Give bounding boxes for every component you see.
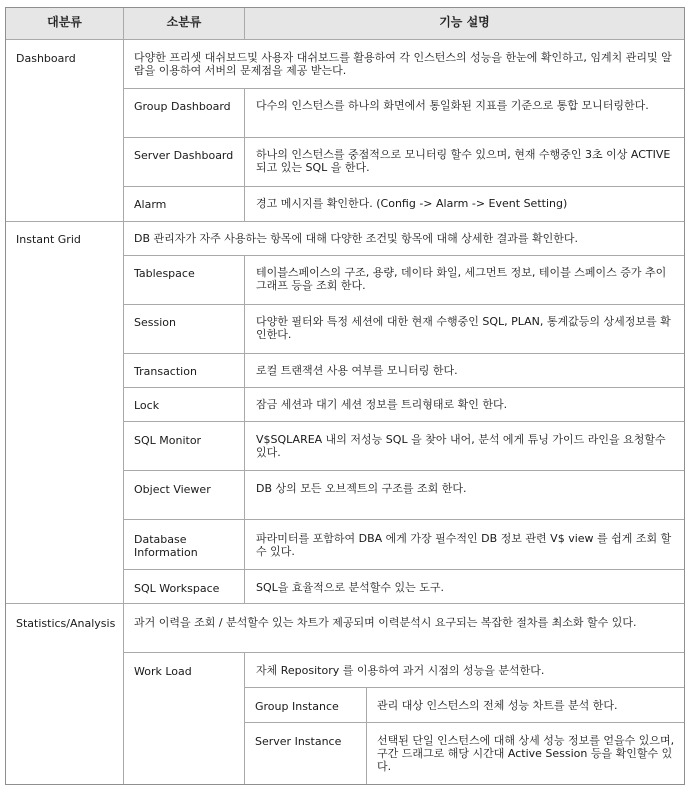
subcategory-object-viewer: Object Viewer — [134, 483, 211, 496]
subcategory-sql-monitor: SQL Monitor — [134, 434, 202, 447]
desc-sql-workspace: SQL을 효율적으로 분석할수 있는 도구. — [256, 581, 445, 594]
desc-work-load: 자체 Repository 를 이용하여 과거 시점의 성능을 분석한다. — [256, 664, 545, 677]
divider — [6, 39, 684, 40]
divider — [124, 304, 684, 305]
subcategory-lock: Lock — [134, 399, 160, 412]
divider — [124, 519, 684, 520]
subcategory-group-dashboard: Group Dashboard — [134, 100, 231, 113]
divider — [124, 88, 684, 89]
desc-server-instance: 선택된 단일 인스턴스에 대해 상세 성능 정보를 얻을수 있으며, 구간 드래그로 해당 시간대 Active Session 등을 확인할수 있다. — [377, 734, 675, 773]
divider — [245, 722, 684, 723]
divider — [124, 353, 684, 354]
divider — [6, 221, 684, 222]
divider — [6, 603, 684, 604]
subcategory-database-information: Database Information — [134, 533, 198, 559]
subcategory-tablespace: Tablespace — [134, 267, 195, 280]
column-divider — [244, 255, 245, 603]
desc-tablespace: 테이블스페이스의 구조, 용량, 데이타 화일, 세그먼트 정보, 테이블 스페이스 증가 추이 그래프 등을 조회 한다. — [256, 266, 667, 292]
header-category-major: 대분류 — [47, 15, 82, 29]
column-divider — [366, 687, 367, 784]
desc-server-dashboard: 하나의 인스턴스를 중점적으로 모니터링 할수 있으며, 현재 수행중인 3초 이상 ACTIVE 되고 있는 SQL 을 한다. — [256, 148, 671, 174]
divider — [124, 387, 684, 388]
desc-group-dashboard: 다수의 인스턴스를 하나의 화면에서 통일화된 지표를 기준으로 통합 모니터링한다. — [256, 99, 649, 112]
desc-alarm: 경고 메시지를 확인한다. (Config -> Alarm -> Event Setting) — [256, 197, 568, 210]
column-divider — [244, 652, 245, 784]
desc-sql-monitor: V$SQLAREA 내의 저성능 SQL 을 찾아 내어, 분석 에게 튜닝 가이드 라인을 요청할수 있다. — [256, 433, 666, 459]
subcategory-sql-workspace: SQL Workspace — [134, 582, 220, 595]
subcategory-work-load: Work Load — [134, 665, 192, 678]
column-divider — [244, 8, 245, 40]
desc-lock: 잠금 세션과 대기 세션 정보를 트리형태로 확인 한다. — [256, 398, 508, 411]
desc-group-instance: 관리 대상 인스턴스의 전체 성능 차트를 분석 한다. — [377, 699, 618, 712]
header-category-minor: 소분류 — [166, 15, 202, 29]
category-dashboard: Dashboard — [16, 52, 76, 65]
divider — [124, 569, 684, 570]
header-description: 기능 설명 — [439, 15, 490, 29]
divider — [124, 652, 684, 653]
desc-transaction: 로컬 트랜잭션 사용 여부를 모니터링 한다. — [256, 364, 458, 377]
subcategory-group-instance: Group Instance — [255, 700, 339, 713]
divider — [124, 137, 684, 138]
category-instant-grid: Instant Grid — [16, 233, 81, 246]
divider — [124, 186, 684, 187]
subcategory-alarm: Alarm — [134, 198, 167, 211]
subcategory-session: Session — [134, 316, 176, 329]
column-divider — [244, 88, 245, 221]
desc-database-information: 파라미터를 포함하여 DBA 에게 가장 필수적인 DB 정보 관련 V$ view 를 쉽게 조회 할수 있다. — [256, 532, 672, 558]
column-divider — [123, 8, 124, 784]
divider — [124, 470, 684, 471]
desc-object-viewer: DB 상의 모든 오브젝트의 구조를 조회 한다. — [256, 482, 467, 495]
divider — [245, 687, 684, 688]
dashboard-summary: 다양한 프리셋 대쉬보드및 사용자 대쉬보드를 활용하여 각 인스턴스의 성능을 한눈에 확인하고, 임계치 관리및 알람을 이용하여 서버의 문제점을 제공 받는다. — [134, 51, 672, 77]
divider — [124, 421, 684, 422]
desc-session: 다양한 필터와 특정 세션에 대한 현재 수행중인 SQL, PLAN, 통계값등의 상세정보를 확인한다. — [256, 315, 671, 341]
divider — [124, 255, 684, 256]
subcategory-server-dashboard: Server Dashboard — [134, 149, 234, 162]
statistics-summary: 과거 이력을 조회 / 분석할수 있는 차트가 제공되며 이력분석시 요구되는 복잡한 절차를 최소화 할수 있다. — [134, 616, 637, 629]
category-statistics-analysis: Statistics/Analysis — [16, 617, 116, 630]
subcategory-server-instance: Server Instance — [255, 735, 342, 748]
instant-grid-summary: DB 관리자가 자주 사용하는 항목에 대해 다양한 조건및 항목에 대해 상세한 결과를 확인한다. — [134, 232, 579, 245]
subcategory-transaction: Transaction — [134, 365, 197, 378]
